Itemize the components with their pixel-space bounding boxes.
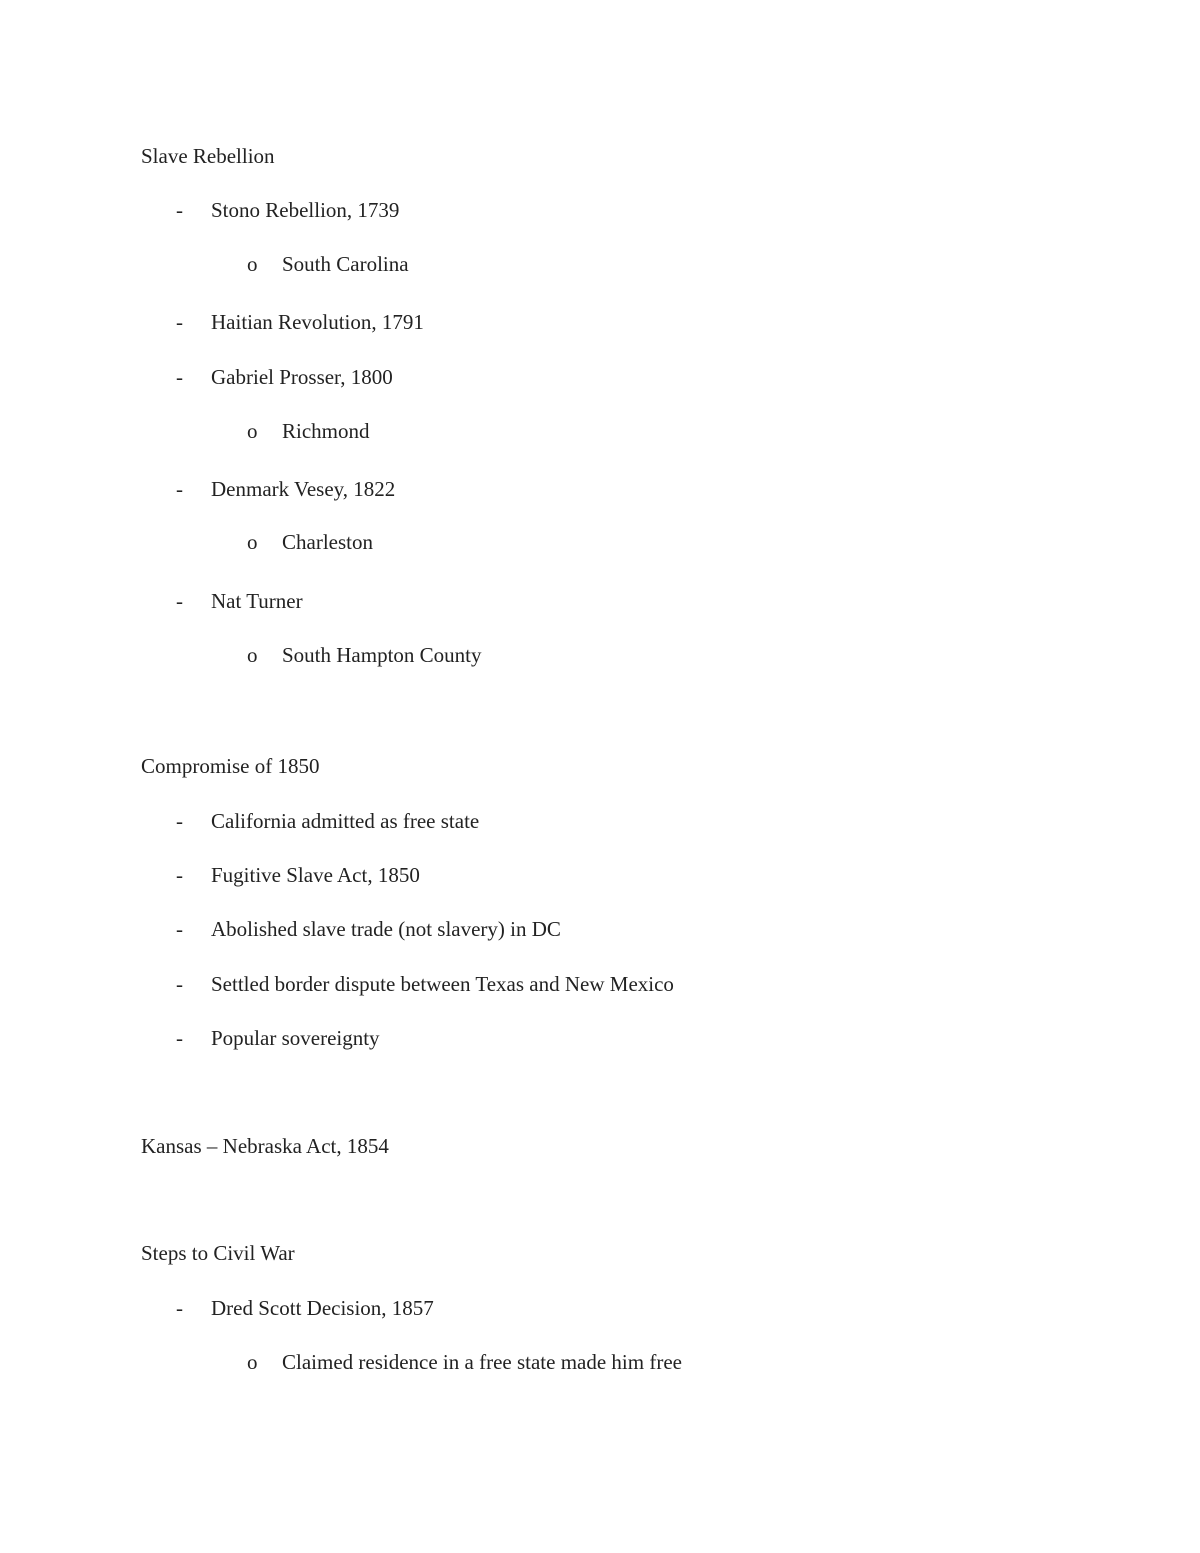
dash-marker: - (176, 809, 183, 833)
dash-marker: - (176, 589, 183, 613)
list-item: Denmark Vesey, 1822 (211, 477, 396, 501)
section-heading: Compromise of 1850 (141, 754, 320, 778)
dash-marker: - (176, 1296, 183, 1320)
sub-list-item: Richmond (282, 419, 370, 443)
dash-marker: - (176, 198, 183, 222)
sub-list-item: South Hampton County (282, 643, 482, 667)
list-item: Abolished slave trade (not slavery) in DC (211, 917, 561, 941)
dash-marker: - (176, 365, 183, 389)
bullet-marker: o (247, 419, 258, 443)
list-item: Haitian Revolution, 1791 (211, 310, 424, 334)
dash-marker: - (176, 863, 183, 887)
dash-marker: - (176, 477, 183, 501)
list-item: Dred Scott Decision, 1857 (211, 1296, 434, 1320)
sub-list-item: Claimed residence in a free state made him free (282, 1350, 682, 1374)
list-item: Nat Turner (211, 589, 303, 613)
sub-list-item: Charleston (282, 530, 373, 554)
list-item: Stono Rebellion, 1739 (211, 198, 400, 222)
sub-list-item: South Carolina (282, 252, 409, 276)
section-heading: Kansas – Nebraska Act, 1854 (141, 1134, 389, 1158)
bullet-marker: o (247, 643, 258, 667)
list-item: Fugitive Slave Act, 1850 (211, 863, 420, 887)
dash-marker: - (176, 1026, 183, 1050)
dash-marker: - (176, 917, 183, 941)
dash-marker: - (176, 972, 183, 996)
list-item: California admitted as free state (211, 809, 480, 833)
bullet-marker: o (247, 252, 258, 276)
list-item: Settled border dispute between Texas and New Mexico (211, 972, 674, 996)
list-item: Gabriel Prosser, 1800 (211, 365, 393, 389)
section-heading: Slave Rebellion (141, 144, 275, 168)
list-item: Popular sovereignty (211, 1026, 380, 1050)
bullet-marker: o (247, 1350, 258, 1374)
section-heading: Steps to Civil War (141, 1241, 295, 1265)
dash-marker: - (176, 310, 183, 334)
bullet-marker: o (247, 530, 258, 554)
